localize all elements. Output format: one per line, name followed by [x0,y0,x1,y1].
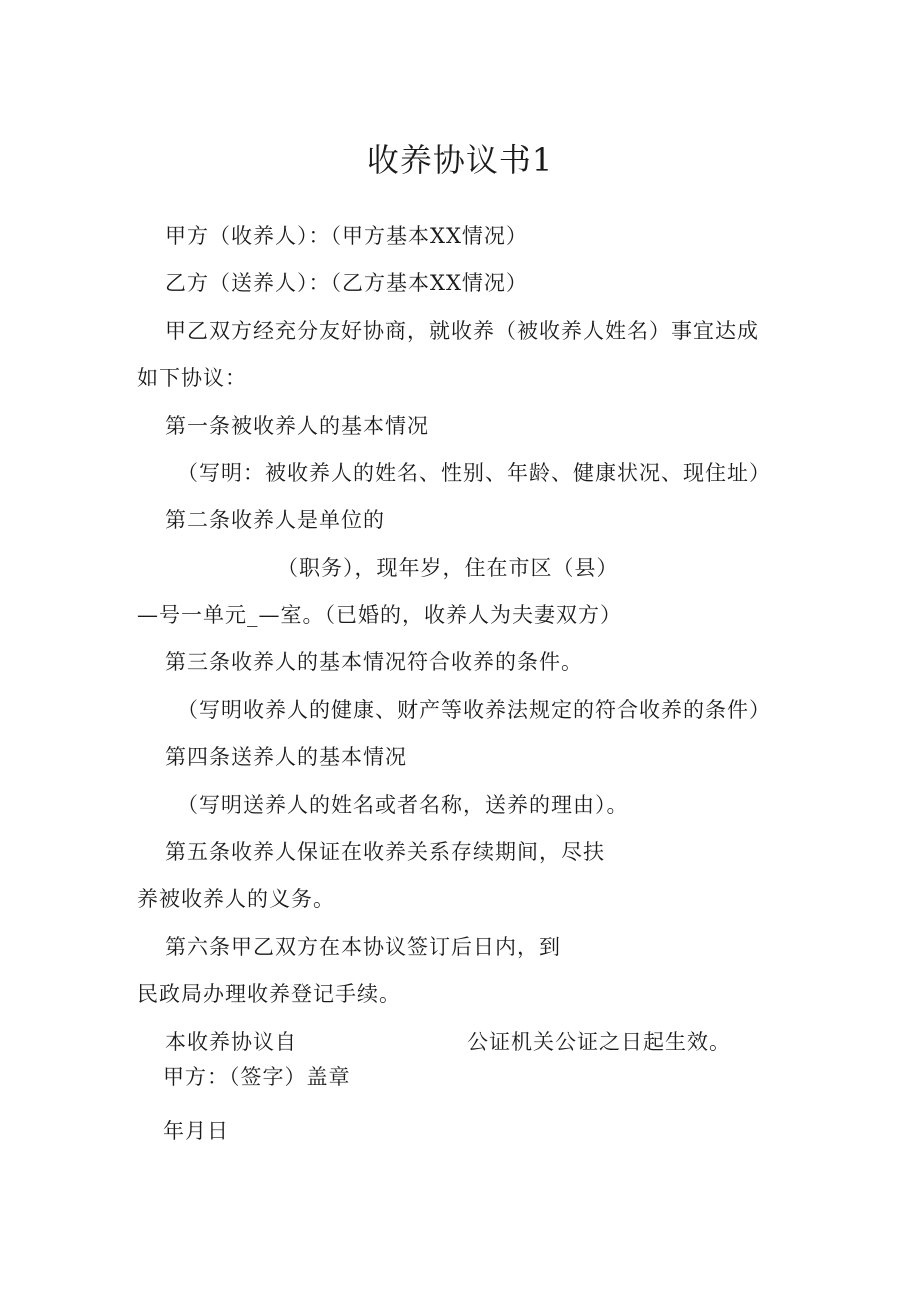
document-title: 收养协议书1 [366,141,554,179]
article-4-heading: 第四条送养人的基本情况 [165,745,407,769]
party-a-signature-line: 甲方：（签字）盖章 [163,1065,351,1089]
article-2-line-3: —号一单元_—室。（已婚的，收养人为夫妻双方） [137,603,622,627]
article-1-note: （写明：被收养人的姓名、性别、年龄、健康状况、现住址） [177,461,771,485]
article-1-heading: 第一条被收养人的基本情况 [165,414,429,438]
article-5-line-1: 第五条收养人保证在收养关系存续期间，尽扶 [165,840,605,864]
article-5-line-2: 养被收养人的义务。 [137,887,335,911]
date-line: 年月日 [163,1119,229,1143]
intro-paragraph-line-1: 甲乙双方经充分友好协商，就收养（被收养人姓名）事宜达成 [165,319,759,343]
article-3-heading: 第三条收养人的基本情况符合收养的条件。 [165,650,583,674]
article-6-line-1: 第六条甲乙双方在本协议签订后日内，到 [165,935,561,959]
effective-clause-start: 本收养协议自 [165,1030,297,1054]
article-4-note: （写明送养人的姓名或者名称，送养的理由）。 [177,793,629,817]
party-a-line: 甲方（收养人）：（甲方基本XX情况） [165,224,528,248]
intro-paragraph-line-2: 如下协议： [137,366,247,390]
article-6-line-2: 民政局办理收养登记手续。 [137,982,401,1006]
party-b-line: 乙方（送养人）：（乙方基本XX情况） [165,271,528,295]
article-3-note: （写明收养人的健康、财产等收养法规定的符合收养的条件） [177,698,771,722]
effective-clause-end: 公证机关公证之日起生效。 [467,1030,731,1054]
article-2-line-2: （职务），现年岁，住在市区（县） [277,556,619,580]
article-2-line-1: 第二条收养人是单位的 [165,508,385,532]
